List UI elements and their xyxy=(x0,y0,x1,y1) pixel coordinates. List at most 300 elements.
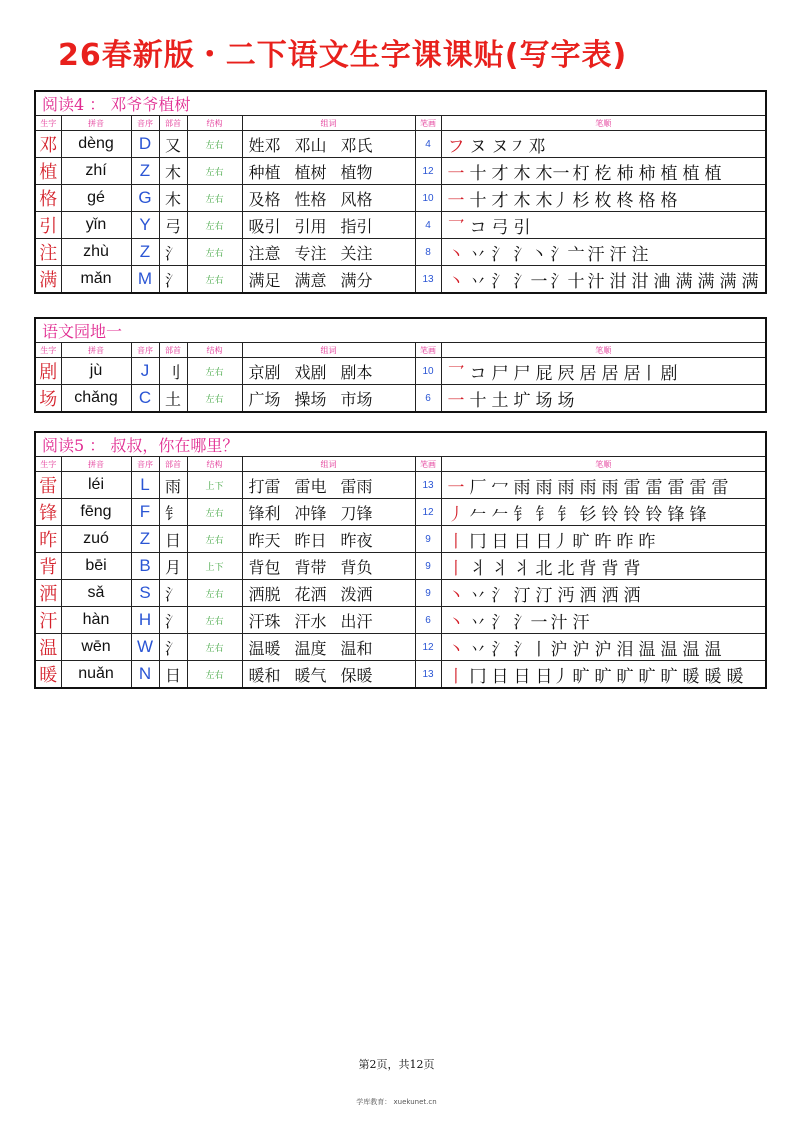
stroke-step: 冂 xyxy=(469,531,487,552)
stroke-step: 居 xyxy=(601,363,619,384)
stroke-step: 北 xyxy=(557,558,575,579)
stroke-step: 汀 xyxy=(513,585,531,606)
word-item: 性格 xyxy=(294,189,327,209)
words-cell xyxy=(242,185,415,212)
stroke-step: コ xyxy=(469,217,487,238)
stroke-step: 雷 xyxy=(689,477,707,498)
structure-cell: 上下 xyxy=(187,472,242,499)
words-cell xyxy=(242,634,415,661)
stroke-step: 雨 xyxy=(535,477,553,498)
stroke-step: 居丨 xyxy=(623,363,658,384)
stroke-step: 尸 xyxy=(491,363,509,384)
stroke-step: 格 xyxy=(638,190,656,211)
character-cell: 暖 xyxy=(35,661,61,689)
table-row xyxy=(35,212,766,239)
index-letter-cell: C xyxy=(131,385,159,413)
column-header: 结构 xyxy=(187,457,242,472)
word-item: 昨日 xyxy=(294,530,327,550)
stroke-step: 旷 xyxy=(638,666,656,687)
stroke-step: フ xyxy=(447,136,465,157)
stroke-step: 丷 xyxy=(469,612,487,633)
character-cell: 格 xyxy=(35,185,61,212)
stroke-step: 温 xyxy=(704,639,722,660)
stroke-step: 温 xyxy=(682,639,700,660)
pinyin-cell: sǎ xyxy=(61,580,131,607)
stroke-order-cell xyxy=(441,580,766,607)
stroke-step: 杉 xyxy=(572,190,590,211)
stroke-step: 丷 xyxy=(469,639,487,660)
stroke-step: 汗 xyxy=(609,244,627,265)
radical-cell: 雨 xyxy=(159,472,187,499)
character-cell: 背 xyxy=(35,553,61,580)
word-item: 冲锋 xyxy=(294,503,327,523)
stroke-step: 汁 xyxy=(587,271,605,292)
stroke-step: 十 xyxy=(469,390,487,411)
pinyin-cell: hàn xyxy=(61,607,131,634)
word-item: 指引 xyxy=(340,216,373,236)
radical-cell: 钅 xyxy=(159,499,187,526)
stroke-step: 满 xyxy=(719,271,737,292)
structure-cell: 左右 xyxy=(187,212,242,239)
word-item: 昨夜 xyxy=(340,530,373,550)
stroke-step: 满 xyxy=(675,271,693,292)
table-row xyxy=(35,499,766,526)
section-heading: 阅读4 ： 邓爷爷植树 xyxy=(35,91,766,116)
stroke-count-cell: 4 xyxy=(415,212,441,239)
pinyin-cell: dèng xyxy=(61,131,131,158)
words-cell xyxy=(242,385,415,413)
footnote-watermark: 学库教育： xuekunet.cn xyxy=(356,1098,437,1106)
character-cell: 邓 xyxy=(35,131,61,158)
pinyin-cell: chǎng xyxy=(61,385,131,413)
column-header: 音序 xyxy=(131,457,159,472)
pinyin-cell: mǎn xyxy=(61,266,131,294)
word-item: 背带 xyxy=(294,557,327,577)
stroke-step: 一 xyxy=(447,477,465,498)
word-item: 吸引 xyxy=(248,216,281,236)
word-item: 风格 xyxy=(340,189,373,209)
stroke-step: 日 xyxy=(491,666,509,687)
stroke-step: 钅 xyxy=(535,504,553,525)
stroke-step: 旷 xyxy=(572,666,590,687)
stroke-step: 昨 xyxy=(616,531,634,552)
stroke-step: 氵丨 xyxy=(513,639,548,660)
section-heading: 语文园地一 xyxy=(35,318,766,343)
stroke-step: コ xyxy=(469,363,487,384)
stroke-step: 暖 xyxy=(726,666,744,687)
words-cell xyxy=(242,358,415,385)
column-header: 部首 xyxy=(159,457,187,472)
index-letter-cell: W xyxy=(131,634,159,661)
pinyin-cell: léi xyxy=(61,472,131,499)
table-row xyxy=(35,358,766,385)
stroke-step: 场 xyxy=(557,390,575,411)
stroke-step: 植 xyxy=(660,163,678,184)
pinyin-cell: zuó xyxy=(61,526,131,553)
stroke-step: 泔 xyxy=(609,271,627,292)
word-item: 剧本 xyxy=(340,362,373,382)
stroke-step: 乛 xyxy=(447,217,465,238)
stroke-step: 氵 xyxy=(491,271,509,292)
word-item: 打雷 xyxy=(248,476,281,496)
words-cell xyxy=(242,472,415,499)
stroke-step: 雨 xyxy=(557,477,575,498)
stroke-step: 场 xyxy=(535,390,553,411)
words-cell xyxy=(242,239,415,266)
word-item: 背包 xyxy=(248,557,281,577)
stroke-step: 屁 xyxy=(535,363,553,384)
stroke-step: 旷 xyxy=(616,666,634,687)
words-cell xyxy=(242,661,415,689)
stroke-step: 锋 xyxy=(689,504,707,525)
radical-cell: 弓 xyxy=(159,212,187,239)
stroke-count-cell: 13 xyxy=(415,661,441,689)
structure-cell: 左右 xyxy=(187,499,242,526)
pinyin-cell: zhí xyxy=(61,158,131,185)
stroke-step: 氵亠 xyxy=(550,244,585,265)
stroke-order-cell xyxy=(441,661,766,689)
stroke-step: 氵一 xyxy=(513,271,548,292)
word-item: 及格 xyxy=(248,189,281,209)
stroke-step: 𠂉 xyxy=(469,504,487,525)
stroke-step: 铃 xyxy=(645,504,663,525)
stroke-step: 暖 xyxy=(682,666,700,687)
stroke-step: 冖 xyxy=(491,477,509,498)
stroke-step: 雷 xyxy=(667,477,685,498)
stroke-step: 锋 xyxy=(667,504,685,525)
stroke-step: 剧 xyxy=(660,363,678,384)
stroke-step: 丬 xyxy=(469,558,487,579)
column-header: 生字 xyxy=(35,343,61,358)
radical-cell: 土 xyxy=(159,385,187,413)
table-row xyxy=(35,472,766,499)
column-header: 拼音 xyxy=(61,116,131,131)
radical-cell: 氵 xyxy=(159,634,187,661)
word-item: 满足 xyxy=(248,270,281,290)
word-item: 刀锋 xyxy=(340,503,373,523)
stroke-count-cell: 12 xyxy=(415,158,441,185)
stroke-step: 一 xyxy=(447,390,465,411)
word-item: 暖气 xyxy=(294,665,327,685)
stroke-step: 洒 xyxy=(579,585,597,606)
word-item: 关注 xyxy=(340,243,373,263)
stroke-step: 尸 xyxy=(513,363,531,384)
column-header: 笔画 xyxy=(415,457,441,472)
word-item: 泼洒 xyxy=(340,584,373,604)
radical-cell: 日 xyxy=(159,526,187,553)
column-header: 组词 xyxy=(242,116,415,131)
stroke-step: 丨 xyxy=(447,531,465,552)
stroke-step: 汁 xyxy=(550,612,568,633)
word-item: 广场 xyxy=(248,389,281,409)
stroke-step: 丬 xyxy=(491,558,509,579)
word-item: 戏剧 xyxy=(294,362,327,382)
word-item: 雷电 xyxy=(294,476,327,496)
stroke-count-cell: 13 xyxy=(415,266,441,294)
stroke-step: 丨 xyxy=(447,558,465,579)
stroke-step: 雨 xyxy=(513,477,531,498)
radical-cell: 木 xyxy=(159,158,187,185)
stroke-order-cell xyxy=(441,131,766,158)
stroke-step: 雷 xyxy=(645,477,663,498)
stroke-step: 沔 xyxy=(557,585,575,606)
word-item: 温暖 xyxy=(248,638,281,658)
word-item: 洒脱 xyxy=(248,584,281,604)
column-header: 笔画 xyxy=(415,343,441,358)
stroke-step: 注 xyxy=(631,244,649,265)
stroke-step: 沪 xyxy=(550,639,568,660)
stroke-order-cell xyxy=(441,526,766,553)
column-header: 拼音 xyxy=(61,343,131,358)
words-cell xyxy=(242,526,415,553)
table-row xyxy=(35,266,766,294)
stroke-step: 温 xyxy=(638,639,656,660)
stroke-step: 冂 xyxy=(469,666,487,687)
structure-cell: 左右 xyxy=(187,358,242,385)
index-letter-cell: J xyxy=(131,358,159,385)
stroke-step: 枚 xyxy=(594,190,612,211)
stroke-step: 沪 xyxy=(572,639,590,660)
column-header: 拼音 xyxy=(61,457,131,472)
character-cell: 场 xyxy=(35,385,61,413)
stroke-step: 格 xyxy=(660,190,678,211)
stroke-step: 铃 xyxy=(623,504,641,525)
stroke-order-cell xyxy=(441,239,766,266)
stroke-step: 引 xyxy=(513,217,531,238)
stroke-order-cell xyxy=(441,212,766,239)
stroke-step: 旷 xyxy=(572,531,590,552)
character-cell: 锋 xyxy=(35,499,61,526)
stroke-step: 朾 xyxy=(572,163,590,184)
stroke-step: 植 xyxy=(682,163,700,184)
stroke-step: 背 xyxy=(623,558,641,579)
stroke-step: 氵 xyxy=(491,244,509,265)
pinyin-cell: wēn xyxy=(61,634,131,661)
stroke-step: 汗 xyxy=(572,612,590,633)
stroke-step: 氵一 xyxy=(513,612,548,633)
column-header: 结构 xyxy=(187,343,242,358)
stroke-step: 日 xyxy=(513,666,531,687)
section-table xyxy=(34,317,767,413)
column-header: 组词 xyxy=(242,343,415,358)
table-row xyxy=(35,239,766,266)
pinyin-cell: fēng xyxy=(61,499,131,526)
stroke-step: 丷 xyxy=(469,271,487,292)
stroke-step: 氵 xyxy=(491,585,509,606)
stroke-count-cell: 12 xyxy=(415,634,441,661)
page-number: 第2页，共12页 xyxy=(358,1058,435,1071)
structure-cell: 左右 xyxy=(187,526,242,553)
stroke-step: 十 xyxy=(469,163,487,184)
word-item: 邓山 xyxy=(294,135,327,155)
word-item: 汗珠 xyxy=(248,611,281,631)
stroke-step: 木丿 xyxy=(535,190,570,211)
word-item: 专注 xyxy=(294,243,327,263)
words-cell xyxy=(242,553,415,580)
word-item: 保暖 xyxy=(340,665,373,685)
column-header: 音序 xyxy=(131,343,159,358)
section-heading: 阅读5 ： 叔叔，你在哪里？ xyxy=(35,432,766,457)
stroke-step: 丨 xyxy=(447,666,465,687)
word-item: 锋利 xyxy=(248,503,281,523)
stroke-count-cell: 12 xyxy=(415,499,441,526)
stroke-step: 泪 xyxy=(616,639,634,660)
stroke-step: 丶 xyxy=(447,612,465,633)
stroke-order-cell xyxy=(441,634,766,661)
stroke-step: 钅 xyxy=(557,504,575,525)
pinyin-cell: jù xyxy=(61,358,131,385)
words-cell xyxy=(242,266,415,294)
stroke-step: 旷 xyxy=(660,666,678,687)
index-letter-cell: D xyxy=(131,131,159,158)
stroke-step: 氵十 xyxy=(550,271,585,292)
stroke-step: 柿 xyxy=(638,163,656,184)
stroke-step: 土 xyxy=(491,390,509,411)
stroke-count-cell: 9 xyxy=(415,580,441,607)
word-item: 汗水 xyxy=(294,611,327,631)
stroke-step: 乛 xyxy=(447,363,465,384)
index-letter-cell: Z xyxy=(131,526,159,553)
table-row xyxy=(35,634,766,661)
structure-cell: 左右 xyxy=(187,385,242,413)
column-header: 笔顺 xyxy=(441,343,766,358)
stroke-step: 丬 xyxy=(513,558,531,579)
word-item: 植物 xyxy=(340,162,373,182)
pinyin-cell: nuǎn xyxy=(61,661,131,689)
stroke-step: 木 xyxy=(513,190,531,211)
stroke-step: 日丿 xyxy=(535,666,570,687)
stroke-step: 满 xyxy=(697,271,715,292)
pinyin-cell: bēi xyxy=(61,553,131,580)
stroke-step: 汗 xyxy=(587,244,605,265)
stroke-step: 雷 xyxy=(623,477,641,498)
stroke-step: 丶 xyxy=(447,244,465,265)
stroke-step: 洒 xyxy=(623,585,641,606)
word-item: 京剧 xyxy=(248,362,281,382)
word-item: 植树 xyxy=(294,162,327,182)
stroke-step: 居 xyxy=(579,363,597,384)
stroke-order-cell xyxy=(441,385,766,413)
structure-cell: 左右 xyxy=(187,131,242,158)
stroke-step: 沪 xyxy=(594,639,612,660)
index-letter-cell: S xyxy=(131,580,159,607)
character-cell: 洒 xyxy=(35,580,61,607)
index-letter-cell: B xyxy=(131,553,159,580)
stroke-step: 丶 xyxy=(447,271,465,292)
character-cell: 温 xyxy=(35,634,61,661)
stroke-order-cell xyxy=(441,553,766,580)
stroke-step: 钅 xyxy=(513,504,531,525)
table-row xyxy=(35,158,766,185)
stroke-step: 汀 xyxy=(535,585,553,606)
stroke-step: 才 xyxy=(491,190,509,211)
index-letter-cell: G xyxy=(131,185,159,212)
word-item: 背负 xyxy=(340,557,373,577)
stroke-step: 丷 xyxy=(469,244,487,265)
stroke-step: 屄 xyxy=(557,363,575,384)
column-header: 部首 xyxy=(159,116,187,131)
radical-cell: 氵 xyxy=(159,607,187,634)
stroke-step: 一 xyxy=(447,163,465,184)
word-item: 出汗 xyxy=(340,611,373,631)
character-cell: 注 xyxy=(35,239,61,266)
words-cell xyxy=(242,158,415,185)
radical-cell: 木 xyxy=(159,185,187,212)
stroke-step: 厂 xyxy=(469,477,487,498)
stroke-step: 雨 xyxy=(601,477,619,498)
word-item: 温和 xyxy=(340,638,373,658)
word-item: 邓氏 xyxy=(340,135,373,155)
word-item: 市场 xyxy=(340,389,373,409)
structure-cell: 左右 xyxy=(187,185,242,212)
index-letter-cell: Z xyxy=(131,158,159,185)
word-item: 花洒 xyxy=(294,584,327,604)
stroke-step: 日丿 xyxy=(535,531,570,552)
radical-cell: 日 xyxy=(159,661,187,689)
index-letter-cell: Y xyxy=(131,212,159,239)
pinyin-cell: zhù xyxy=(61,239,131,266)
stroke-step: 丿 xyxy=(447,504,465,525)
stroke-count-cell: 9 xyxy=(415,553,441,580)
word-item: 姓邓 xyxy=(248,135,281,155)
stroke-step: 柊 xyxy=(616,190,634,211)
stroke-step: 背 xyxy=(579,558,597,579)
words-cell xyxy=(242,499,415,526)
stroke-step: 十 xyxy=(469,190,487,211)
stroke-step: 铃 xyxy=(601,504,619,525)
section-table xyxy=(34,90,767,294)
index-letter-cell: F xyxy=(131,499,159,526)
stroke-step: 浀 xyxy=(653,271,671,292)
stroke-count-cell: 6 xyxy=(415,607,441,634)
stroke-count-cell: 4 xyxy=(415,131,441,158)
stroke-step: 旿 xyxy=(594,531,612,552)
section-table xyxy=(34,431,767,689)
stroke-step: 一 xyxy=(447,190,465,211)
character-cell: 引 xyxy=(35,212,61,239)
structure-cell: 左右 xyxy=(187,158,242,185)
stroke-step: 木一 xyxy=(535,163,570,184)
page-title: 26春新版・二下语文生字课课贴(写字表) xyxy=(58,38,628,73)
stroke-count-cell: 10 xyxy=(415,358,441,385)
table-row xyxy=(35,661,766,689)
word-item: 满意 xyxy=(294,270,327,290)
stroke-step: ヌ㇇ xyxy=(491,136,526,157)
stroke-count-cell: 9 xyxy=(415,526,441,553)
stroke-step: 日 xyxy=(513,531,531,552)
stroke-step: 背 xyxy=(601,558,619,579)
stroke-step: 氵 xyxy=(491,639,509,660)
table-row xyxy=(35,185,766,212)
stroke-step: 钐 xyxy=(579,504,597,525)
stroke-step: 昨 xyxy=(638,531,656,552)
character-cell: 昨 xyxy=(35,526,61,553)
structure-cell: 左右 xyxy=(187,634,242,661)
stroke-step: 氵 xyxy=(491,612,509,633)
column-header: 生字 xyxy=(35,116,61,131)
table-row xyxy=(35,607,766,634)
stroke-step: ヌ xyxy=(469,136,487,157)
word-item: 引用 xyxy=(294,216,327,236)
character-cell: 剧 xyxy=(35,358,61,385)
character-cell: 雷 xyxy=(35,472,61,499)
word-item: 注意 xyxy=(248,243,281,263)
stroke-step: 满 xyxy=(741,271,759,292)
stroke-step: 才 xyxy=(491,163,509,184)
table-row xyxy=(35,131,766,158)
stroke-step: 洒 xyxy=(601,585,619,606)
column-header: 部首 xyxy=(159,343,187,358)
